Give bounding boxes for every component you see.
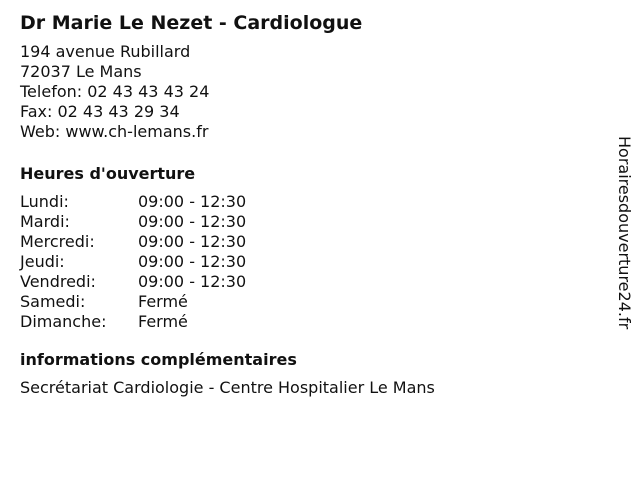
website-text: Web: www.ch-lemans.fr bbox=[20, 122, 209, 141]
hours-row-tuesday bbox=[20, 212, 246, 232]
hours-value: 09:00 - 12:30 bbox=[138, 252, 247, 271]
hours-value: Fermé bbox=[138, 312, 188, 331]
hours-row-monday bbox=[20, 192, 246, 212]
hours-row-friday bbox=[20, 272, 246, 292]
address-city: 72037 Le Mans bbox=[20, 62, 142, 81]
day-label: Mercredi: bbox=[20, 232, 95, 251]
hours-value: 09:00 - 12:30 bbox=[138, 192, 247, 211]
vertical-brand-text: Horairesdouverture24.fr bbox=[615, 136, 634, 330]
opening-hours-heading: Heures d'ouverture bbox=[20, 164, 196, 183]
hours-value: 09:00 - 12:30 bbox=[138, 232, 247, 251]
day-label: Mardi: bbox=[20, 212, 70, 231]
day-label: Jeudi: bbox=[20, 252, 65, 271]
practice-card bbox=[20, 10, 600, 398]
hours-row-saturday bbox=[20, 292, 246, 312]
day-label: Samedi: bbox=[20, 292, 86, 311]
additional-info-heading: informations complémentaires bbox=[20, 350, 297, 369]
address-street: 194 avenue Rubillard bbox=[20, 42, 191, 61]
day-label: Dimanche: bbox=[20, 312, 107, 331]
phone-text: Telefon: 02 43 43 43 24 bbox=[20, 82, 210, 101]
hours-value: 09:00 - 12:30 bbox=[138, 272, 247, 291]
day-label: Vendredi: bbox=[20, 272, 96, 291]
fax-text: Fax: 02 43 43 29 34 bbox=[20, 102, 180, 121]
opening-hours-table bbox=[20, 192, 246, 332]
additional-info-text: Secrétariat Cardiologie - Centre Hospitalier Le Mans bbox=[20, 378, 435, 397]
hours-value: Fermé bbox=[138, 292, 188, 311]
hours-row-sunday bbox=[20, 312, 246, 332]
hours-row-thursday bbox=[20, 252, 246, 272]
day-label: Lundi: bbox=[20, 192, 69, 211]
hours-value: 09:00 - 12:30 bbox=[138, 212, 247, 231]
hours-row-wednesday bbox=[20, 232, 246, 252]
page-title: Dr Marie Le Nezet - Cardiologue bbox=[20, 12, 363, 34]
